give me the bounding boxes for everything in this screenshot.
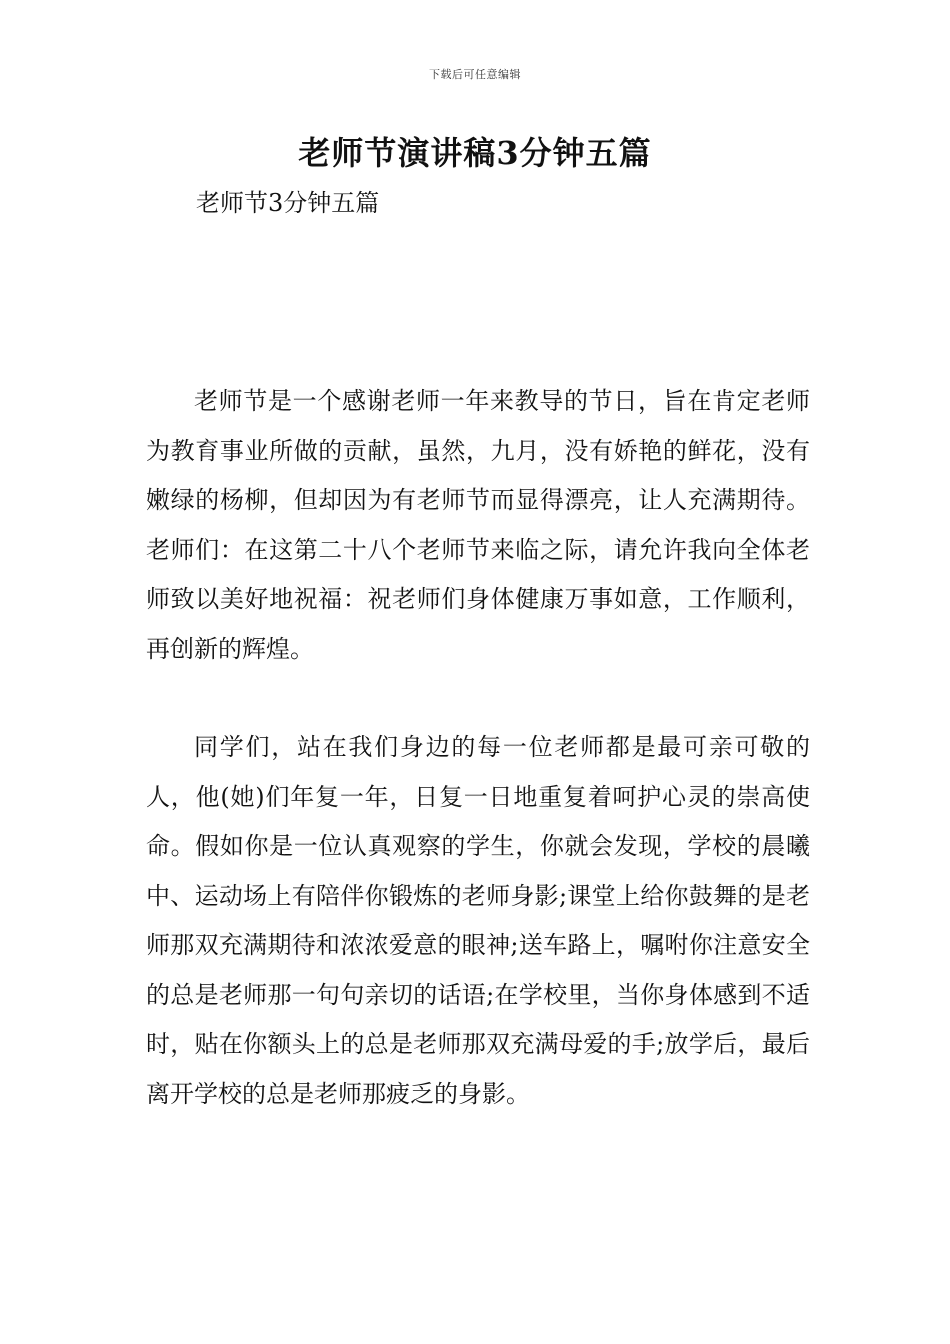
page-subtitle: 老师节3分钟五篇 [196, 189, 380, 217]
body-paragraph-2: 同学们，站在我们身边的每一位老师都是最可亲可敬的人，他(她)们年复一年，日复一日地重复着呵护心灵的崇高使命。假如你是一位认真观察的学生，你就会发现，学校的晨曦中、运动场上有陪伴你锻炼的老师身影;课堂上给你鼓舞的是老师那双充满期待和浓浓爱意的眼神;送车路上，嘱咐你注意安全的总是老师那一句句亲切的话语;在学校里，当你身体感到不适时，贴在你额头上的总是老师那双充满母爱的手;放学后，最后离开学校的总是老师那疲乏的身影。 [146, 733, 810, 1108]
page-title: 老师节演讲稿3分钟五篇 [298, 134, 652, 172]
body-paragraph-1: 老师节是一个感谢老师一年来教导的节日，旨在肯定老师为教育事业所做的贡献，虽然，九月，没有娇艳的鲜花，没有嫩绿的杨柳，但却因为有老师节而显得漂亮，让人充满期待。老师们：在这第二十八个老师节来临之际，请允许我向全体老师致以美好地祝福：祝老师们身体健康万事如意，工作顺利，再创新的辉煌。 [146, 387, 810, 663]
download-note: 下载后可任意编辑 [429, 68, 521, 81]
